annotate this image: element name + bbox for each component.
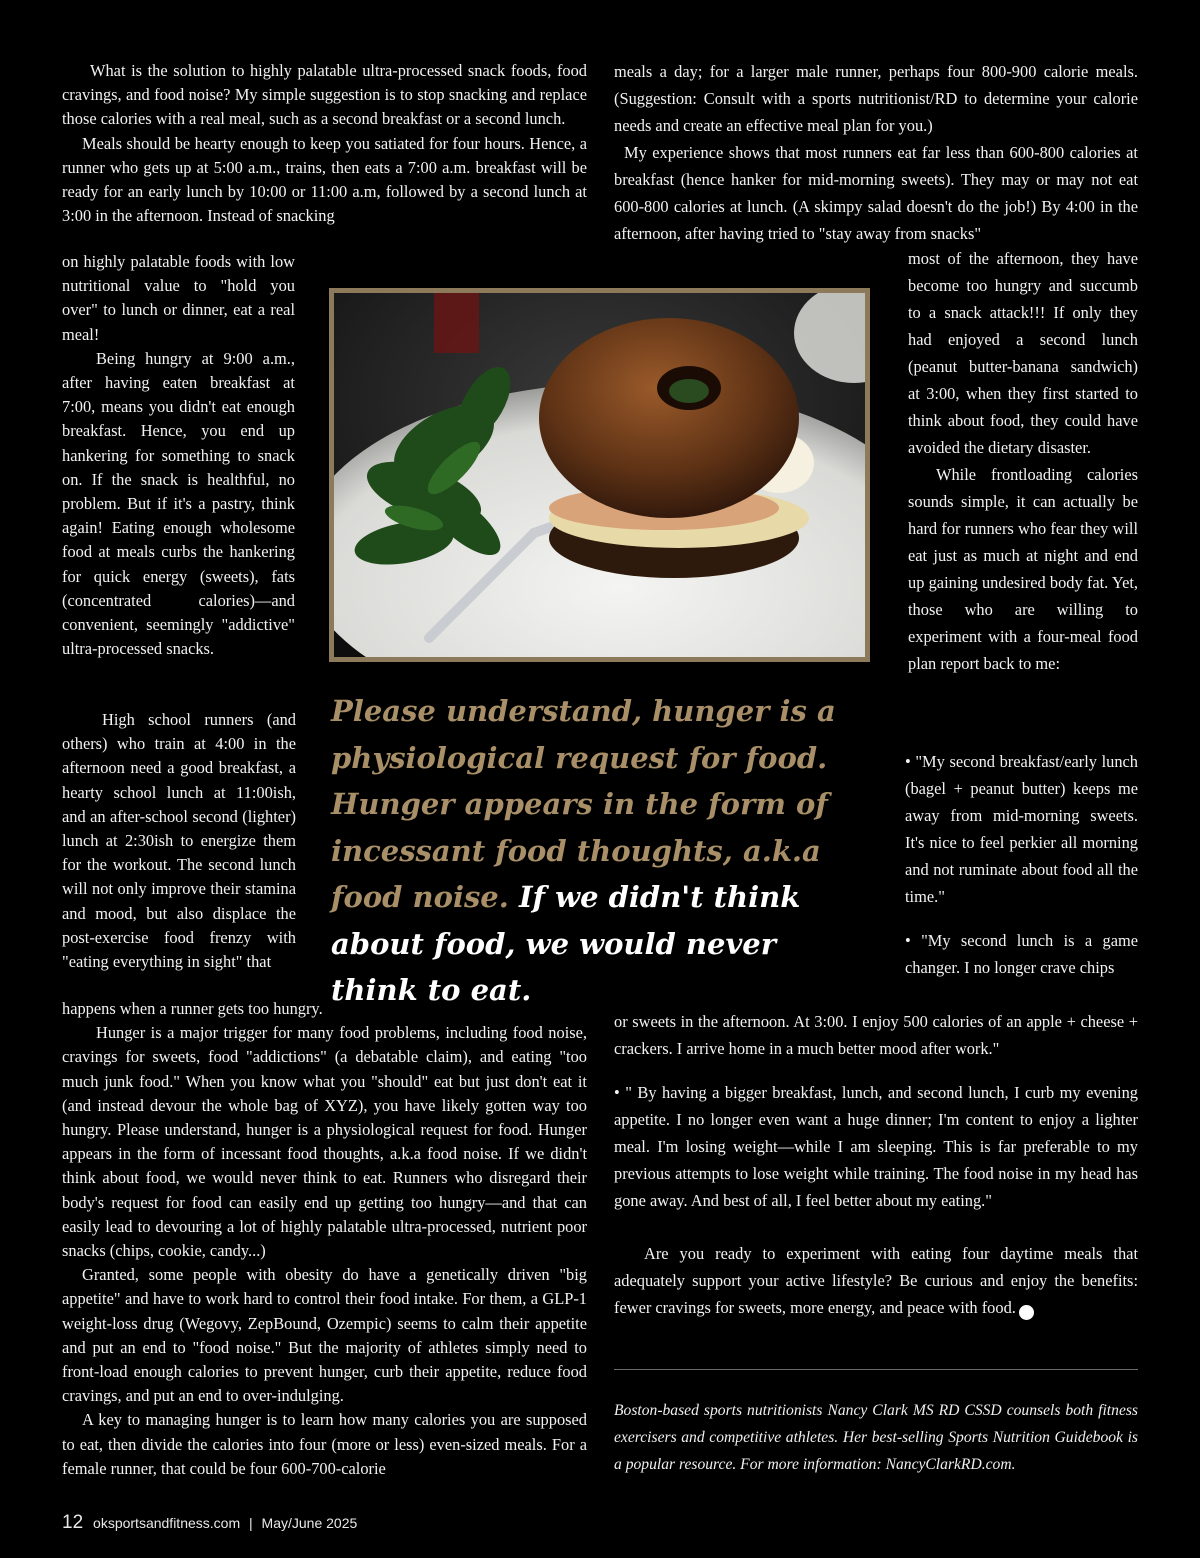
pull-quote-white: If we didn't think about food, we would never think to eat. <box>331 880 801 1007</box>
page-number: 12 <box>62 1512 84 1533</box>
right-col-quotes <box>905 748 1138 981</box>
right-col-top <box>614 58 1138 247</box>
paragraph: Being hungry at 9:00 a.m., after having eaten breakfast at 7:00, means you didn't eat enough breakfast. Hence, you end up hankering for something to snack on. If the snack is healthful, no problem. But if it's a pastry, think again! Eating enough wholesome food at meals curbs the hankering for quick energy (sweets), fats (concentrated calories)—and convenient, seemingly "addictive" ultra-processed snacks. <box>62 348 295 659</box>
testimonial: • "My second lunch is a game changer. I no longer crave chips <box>905 931 1138 977</box>
author-bio: Boston-based sports nutritionists Nancy Clark MS RD CSSD counsels both fitness exercisers and competitive athletes. Her best-selling Sports Nutrition Guidebook is a popular resource. For more information: NancyClarkRD.com. <box>614 1402 1138 1473</box>
paragraph: happens when a runner gets too hungry. <box>62 999 323 1018</box>
issue-date: May/June 2025 <box>261 1515 358 1531</box>
paragraph: Meals should be hearty enough to keep you satiated for four hours. Hence, a runner who gets up at 5:00 a.m., trains, then eats a 7:00 a.m. breakfast will be ready for an early lunch by 10:00 or 11:00 a.m, followed by a second lunch at 3:00 in the afternoon. Instead of snacking <box>62 133 587 226</box>
end-mark-icon: ✓ <box>1019 1305 1034 1320</box>
pull-quote <box>331 688 871 1014</box>
testimonial: or sweets in the afternoon. At 3:00. I enjoy 500 calories of an apple + cheese + crackers. I arrive home in a much better mood after work." <box>614 1012 1138 1058</box>
closing-paragraph <box>614 1240 1138 1321</box>
left-col-narrow <box>62 250 295 661</box>
left-col-bottom <box>62 997 587 1481</box>
footer-separator: | <box>249 1515 253 1531</box>
paragraph: on highly palatable foods with low nutritional value to "hold you over" to lunch or dinner, eat a real meal! <box>62 252 295 344</box>
paragraph: meals a day; for a larger male runner, perhaps four 800-900 calorie meals. (Suggestion: Consult with a sports nutritionist/RD to determine your calorie needs and create an effective meal plan for you.) <box>614 62 1138 135</box>
paragraph: Granted, some people with obesity do have a genetically driven "big appetite" and have to work hard to control their food intake. For them, a GLP-1 weight-loss drug (Wegovy, ZepBound, Ozempic) seems to calm their appetite and put an end to "food noise." But the majority of athletes simply need to front-load enough calories to prevent hunger, curb their appetite, reduce food cravings, and put an end to over-indulging. <box>62 1265 587 1406</box>
bagel-photo <box>329 288 870 662</box>
paragraph: Hunger is a major trigger for many food problems, including food noise, cravings for sweets, food "addictions" (a debatable claim), and eating "too much junk food." When you know what you "should" eat but just don't eat it (and instead devour the whole bag of XYZ), you have likely gotten way too hungry. Please understand, hunger is a physiological request for food. Hunger appears in the form of incessant food thoughts, a.k.a food noise. If we didn't think about food, we would never think to eat. Runners who disregard their body's request for food can easily end up getting too hungry—and that can easily lead to devouring a lot of highly palatable ultra-processed, nutrient poor snacks (chips, cookie, candy...) <box>62 1023 587 1261</box>
pull-quote-gold: Please understand, hunger is a physiological request for food. Hunger appears in the form of incessant food thoughts, a.k.a food noise. <box>331 694 836 914</box>
left-col-narrow-2 <box>62 708 296 974</box>
paragraph: A key to managing hunger is to learn how many calories you are supposed to eat, then divide the calories into four (more or less) even-sized meals. For a female runner, that could be four 600-700-calorie <box>62 1410 587 1478</box>
right-col-bottom <box>614 1008 1138 1321</box>
testimonial: • "My second breakfast/early lunch (bagel + peanut butter) keeps me away from mid-morning sweets. It's nice to feel perkier all morning and not ruminate about food all the time." <box>905 752 1138 906</box>
page-footer <box>62 1512 357 1534</box>
paragraph: While frontloading calories sounds simple, it can actually be hard for runners who fear they will eat just as much at night and end up gaining undesired body fat. Yet, those who are willing to experiment with a four-meal food plan report back to me: <box>908 465 1138 673</box>
site-name: oksportsandfitness.com <box>93 1515 241 1531</box>
paragraph: What is the solution to highly palatable ultra-processed snack foods, food cravings, and food noise? My simple suggestion is to stop snacking and replace those calories with a real meal, such as a second breakfast or a second lunch. <box>62 61 587 129</box>
right-col-narrow <box>908 245 1138 677</box>
paragraph: most of the afternoon, they have become too hungry and succumb to a snack attack!!! If only they had enjoyed a second lunch (peanut butter-banana sandwich) at 3:00, when they first started to think about food, they could have avoided the dietary disaster. <box>908 249 1138 457</box>
left-col-top <box>62 59 587 228</box>
testimonial: • " By having a bigger breakfast, lunch, and second lunch, I curb my evening appetite. I no longer even want a huge dinner; I'm content to enjoy a lighter meal. I'm losing weight—while I am sleeping. This is far preferable to my previous attempts to lose weight while training. The food noise in my head has gone away. And best of all, I feel better about my eating." <box>614 1083 1138 1210</box>
closing-text: Are you ready to experiment with eating four daytime meals that adequately support your active lifestyle? Be curious and enjoy the benefits: fewer cravings for sweets, more energy, and peace with food. <box>614 1244 1138 1317</box>
paragraph: High school runners (and others) who train at 4:00 in the afternoon need a good breakfast, a hearty school lunch at 11:00ish, and an after-school second (lighter) lunch at 2:30ish to energize them for the workout. The second lunch will not only improve their stamina and mood, but also displace the post-exercise food frenzy with "eating everything in sight" that <box>62 710 296 972</box>
paragraph: My experience shows that most runners eat far less than 600-800 calories at breakfast (hence hanker for mid-morning sweets). They may or may not eat 600-800 calories at lunch. (A skimpy salad doesn't do the job!) By 4:00 in the afternoon, after having tried to "stay away from snacks" <box>614 143 1138 243</box>
divider <box>614 1369 1138 1370</box>
